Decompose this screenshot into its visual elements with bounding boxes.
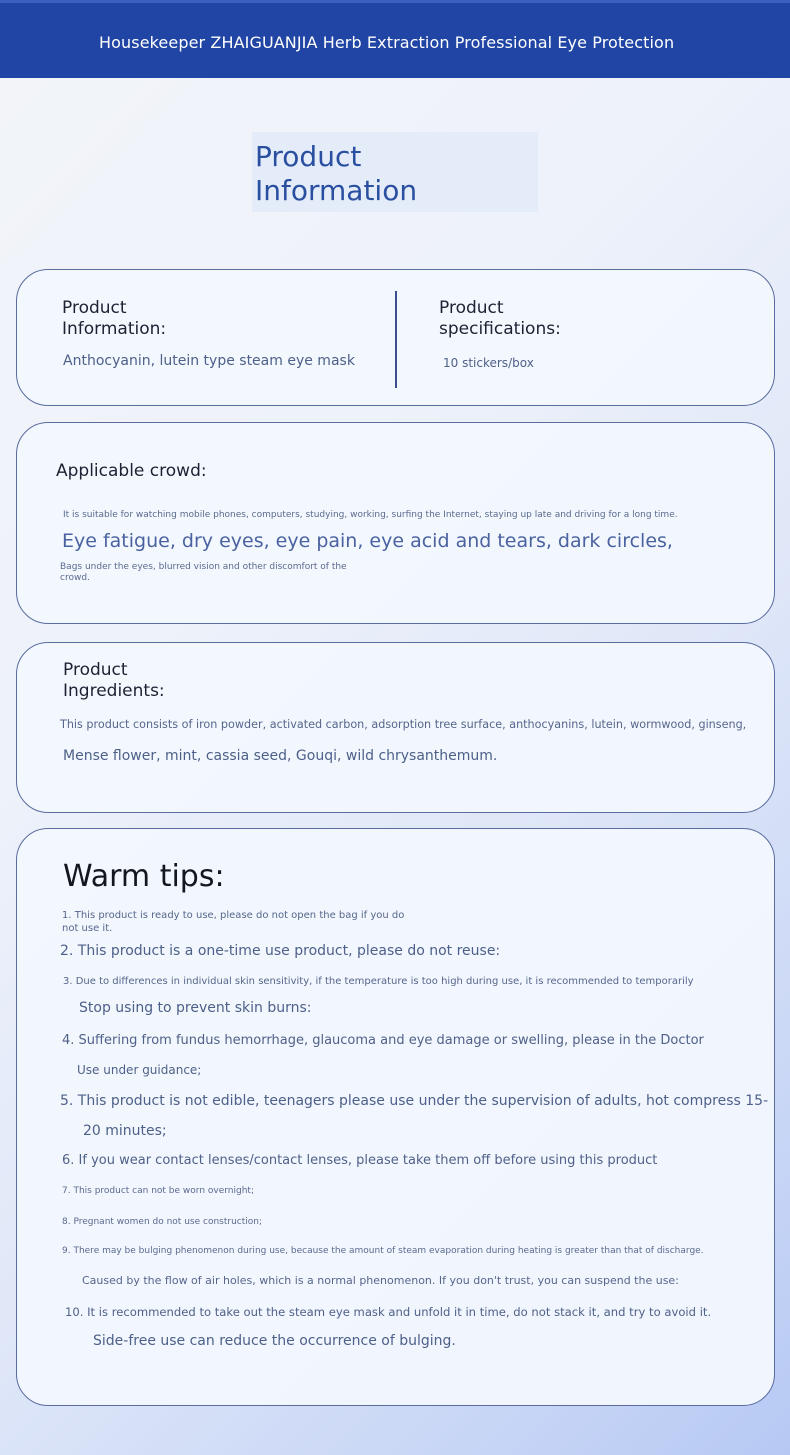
tip-2: 2. This product is a one-time use product, please do not reuse: (60, 943, 501, 959)
tip-3-cont: Stop using to prevent skin burns: (79, 1000, 312, 1016)
product-info-card (16, 269, 775, 406)
tip-1: 1. This product is ready to use, please do not open the bag if you do not use it. (62, 910, 405, 934)
tip-5-cont: 20 minutes; (83, 1123, 167, 1139)
crowd-line-2: Eye fatigue, dry eyes, eye pain, eye acid and tears, dark circles, (62, 530, 673, 552)
crowd-line-3: Bags under the eyes, blurred vision and other discomfort of the crowd. (60, 562, 347, 583)
top-banner (0, 0, 790, 78)
crowd-line-1: It is suitable for watching mobile phones, computers, studying, working, surfing the Internet, staying up late and driving for a long time. (63, 510, 678, 520)
product-info-value: Anthocyanin, lutein type steam eye mask (63, 353, 355, 369)
card-divider (395, 291, 397, 388)
tip-5: 5. This product is not edible, teenagers please use under the supervision of adults, hot compress 15- (60, 1093, 769, 1109)
tip-10: 10. It is recommended to take out the steam eye mask and unfold it in time, do not stack it, and try to avoid it. (65, 1305, 712, 1319)
product-info-label: Product Information: (62, 298, 167, 339)
warm-tips-title: Warm tips: (63, 859, 225, 894)
tip-4: 4. Suffering from fundus hemorrhage, glaucoma and eye damage or swelling, please in the Doctor (62, 1033, 704, 1048)
ingredients-label: Product Ingredients: (63, 660, 165, 701)
tip-4-cont: Use under guidance; (77, 1063, 202, 1077)
tip-6: 6. If you wear contact lenses/contact lenses, please take them off before using this product (62, 1153, 658, 1168)
banner-title: Housekeeper ZHAIGUANJIA Herb Extraction Professional Eye Protection (99, 33, 675, 52)
tip-9-cont: Caused by the flow of air holes, which is a normal phenomenon. If you don't trust, you can suspend the use: (82, 1274, 679, 1287)
ingredients-card (16, 642, 775, 813)
ingredients-line-1: This product consists of iron powder, activated carbon, adsorption tree surface, anthocyanins, lutein, wormwood, ginseng, (60, 718, 747, 731)
applicable-crowd-card (16, 422, 775, 624)
ingredients-line-2: Mense flower, mint, cassia seed, Gouqi, wild chrysanthemum. (63, 748, 498, 764)
crowd-label: Applicable crowd: (56, 461, 207, 481)
product-spec-value: 10 stickers/box (443, 356, 534, 370)
tip-10-cont: Side-free use can reduce the occurrence of bulging. (93, 1333, 456, 1349)
tip-3: 3. Due to differences in individual skin sensitivity, if the temperature is too high during use, it is recommended to temporarily (63, 976, 694, 987)
section-heading: Product Information (255, 140, 418, 207)
tip-7: 7. This product can not be worn overnight; (62, 1186, 254, 1196)
tip-9: 9. There may be bulging phenomenon during use, because the amount of steam evaporation during heating is greater than that of discharge. (62, 1246, 704, 1256)
tip-8: 8. Pregnant women do not use construction; (62, 1217, 262, 1227)
product-spec-label: Product specifications: (439, 298, 561, 339)
warm-tips-card (16, 828, 775, 1406)
